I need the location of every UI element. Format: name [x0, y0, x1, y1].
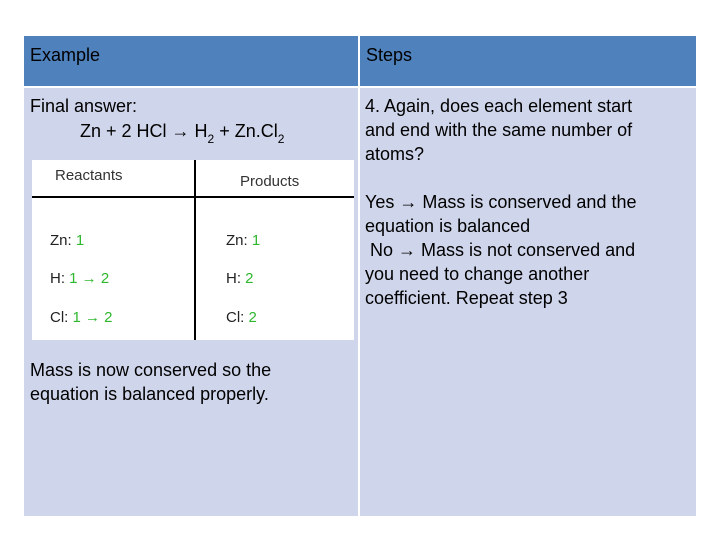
reactants-header: Reactants: [55, 167, 123, 184]
equation-subscript-2: 2: [277, 132, 285, 146]
final-answer-label: Final answer:: [30, 96, 138, 116]
step-question-line-1: 4. Again, does each element start: [365, 96, 633, 116]
product-cl: [226, 309, 257, 326]
reactant-h-label: H:: [50, 270, 70, 287]
step-question-line-2: and end with the same number of: [365, 120, 633, 140]
reactant-cl-value: 1 → 2: [72, 309, 113, 326]
atom-count-table: [32, 160, 354, 340]
reactant-zn: [50, 232, 84, 249]
equation-part-2: + Zn.Cl: [214, 121, 278, 141]
reactant-zn-value: 1: [75, 232, 85, 249]
answer-line-3: No → Mass is not conserved and: [365, 240, 636, 260]
header-steps: Steps: [366, 45, 413, 65]
reactant-cl-label: Cl:: [50, 309, 73, 326]
product-zn-label: Zn:: [226, 232, 252, 249]
atom-table-vertical-line: [194, 160, 196, 340]
reactant-h: [50, 270, 109, 287]
answer-line-1: Yes → Mass is conserved and the: [365, 192, 637, 212]
conclusion-line-1: Mass is now conserved so the: [30, 360, 272, 380]
equation-part-1: Zn + 2 HCl → H: [80, 121, 208, 141]
reactant-cl: [50, 309, 113, 326]
step-question-line-3: atoms?: [365, 144, 425, 164]
reactant-zn-label: Zn:: [50, 232, 76, 249]
product-cl-value: 2: [248, 309, 257, 326]
atom-table-horizontal-line: [32, 196, 354, 198]
reactant-h-value: 1 → 2: [69, 270, 110, 287]
product-zn: [226, 232, 260, 249]
final-equation: [80, 119, 285, 146]
row-divider: [24, 86, 696, 88]
answer-line-4: you need to change another: [365, 264, 590, 284]
answer-line-2: equation is balanced: [365, 216, 531, 236]
product-h: [226, 270, 254, 287]
equation-subscript-1: 2: [207, 132, 215, 146]
product-cl-label: Cl:: [226, 309, 249, 326]
content-table: [24, 36, 696, 516]
answer-line-5: coefficient. Repeat step 3: [365, 288, 568, 308]
conclusion-line-2: equation is balanced properly.: [30, 384, 269, 404]
products-header: Products: [240, 173, 300, 190]
column-divider: [358, 36, 360, 516]
header-example: Example: [30, 45, 101, 65]
product-zn-value: 1: [251, 232, 261, 249]
product-h-value: 2: [245, 270, 254, 287]
product-h-label: H:: [226, 270, 246, 287]
